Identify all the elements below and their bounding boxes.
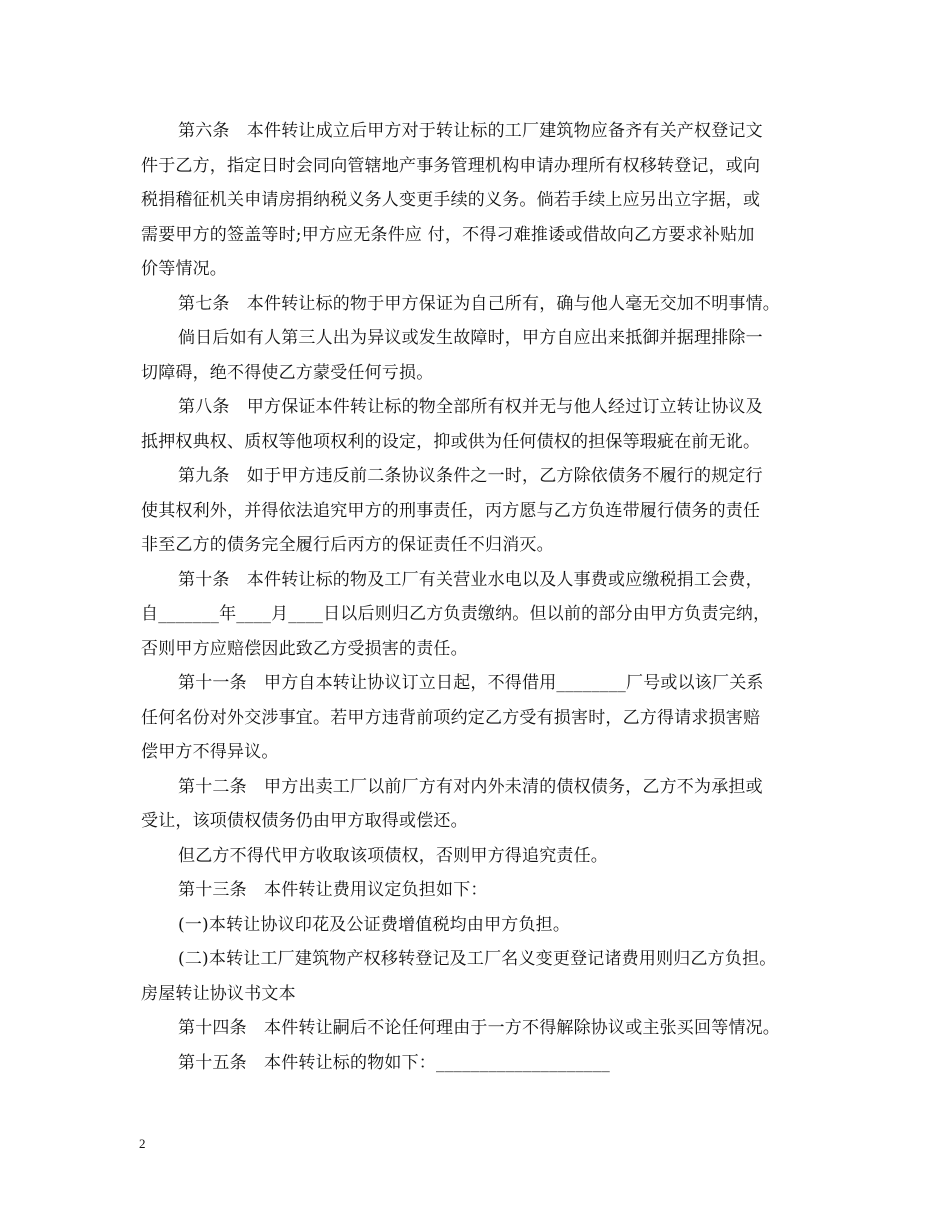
text-line: 第十二条 甲方出卖工厂以前厂方有对内外未清的债权债务，乙方不为承担或 xyxy=(178,776,763,797)
text-line: 否则甲方应赔偿因此致乙方受损害的责任。 xyxy=(141,638,468,659)
document-body xyxy=(141,114,825,1080)
text-line: 自_______年____月____日以后则归乙方负责缴纳。但以前的部分由甲方负责完纳， xyxy=(141,604,771,624)
text-line: (一)本转让协议印花及公证费增值税均由甲方负担。 xyxy=(178,914,571,935)
text-line: 但乙方不得代甲方收取该项债权，否则甲方得追究责任。 xyxy=(178,845,608,866)
text-line: 倘日后如有人第三人出为异议或发生故障时，甲方自应出来抵御并据理排除一 xyxy=(178,328,763,348)
text-line: 第六条 本件转让成立后甲方对于转让标的工厂建筑物应备齐有关产权登记文 xyxy=(178,121,763,141)
text-line: 偿甲方不得异议。 xyxy=(141,742,279,762)
text-line: 第八条 甲方保证本件转让标的物全部所有权并无与他人经过订立转让协议及 xyxy=(178,397,763,417)
text-line: 第十一条 甲方自本转让协议订立日起，不得借用________厂号或以该厂关系 xyxy=(178,673,764,693)
text-line: 需要甲方的签盖等时;甲方应无条件应 付，不得刁难推诿或借故向乙方要求补贴加 xyxy=(141,224,755,245)
text-line: 使其权利外，并得依法追究甲方的刑事责任，丙方愿与乙方负连带履行债务的责任 xyxy=(141,500,761,521)
text-line: 第十四条 本件转让嗣后不论任何理由于一方不得解除协议或主张买回等情况。 xyxy=(178,1018,780,1038)
text-line: 第九条 如于甲方违反前二条协议条件之一时，乙方除依债务不履行的规定行 xyxy=(178,466,763,486)
text-line: (二)本转让工厂建筑物产权移转登记及工厂名义变更登记诸费用则归乙方负担。 xyxy=(178,949,777,969)
text-line: 第十条 本件转让标的物及工厂有关营业水电以及人事费或应缴税捐工会费， xyxy=(178,569,763,590)
text-line: 抵押权典权、质权等他项权利的设定，抑或供为任何债权的担保等瑕疵在前无讹。 xyxy=(141,431,761,452)
text-line: 第十五条 本件转让标的物如下：____________________ xyxy=(178,1052,610,1073)
text-line: 任何名份对外交涉事宜。若甲方违背前项约定乙方受有损害时，乙方得请求损害赔 xyxy=(141,707,761,728)
text-line: 件于乙方，指定日时会同向管辖地产事务管理机构申请办理所有权移转登记，或向 xyxy=(141,155,761,176)
text-line: 切障碍，绝不得使乙方蒙受任何亏损。 xyxy=(141,362,434,383)
text-line: 第七条 本件转让标的物于甲方保证为自己所有，确与他人毫无交加不明事情。 xyxy=(178,293,780,314)
text-line: 受让，该项债权债务仍由甲方取得或偿还。 xyxy=(141,811,468,831)
text-line: 非至乙方的债务完全履行后丙方的保证责任不归消灭。 xyxy=(141,535,554,555)
text-line: 税捐稽征机关申请房捐纳税义务人变更手续的义务。倘若手续上应另出立字据，或 xyxy=(141,190,761,210)
text-line: 价等情况。 xyxy=(141,259,227,279)
text-line: 房屋转让协议书文本 xyxy=(141,983,296,1004)
page-number: 2 xyxy=(139,1136,146,1151)
text-line: 第十三条 本件转让费用议定负担如下： xyxy=(178,880,488,900)
